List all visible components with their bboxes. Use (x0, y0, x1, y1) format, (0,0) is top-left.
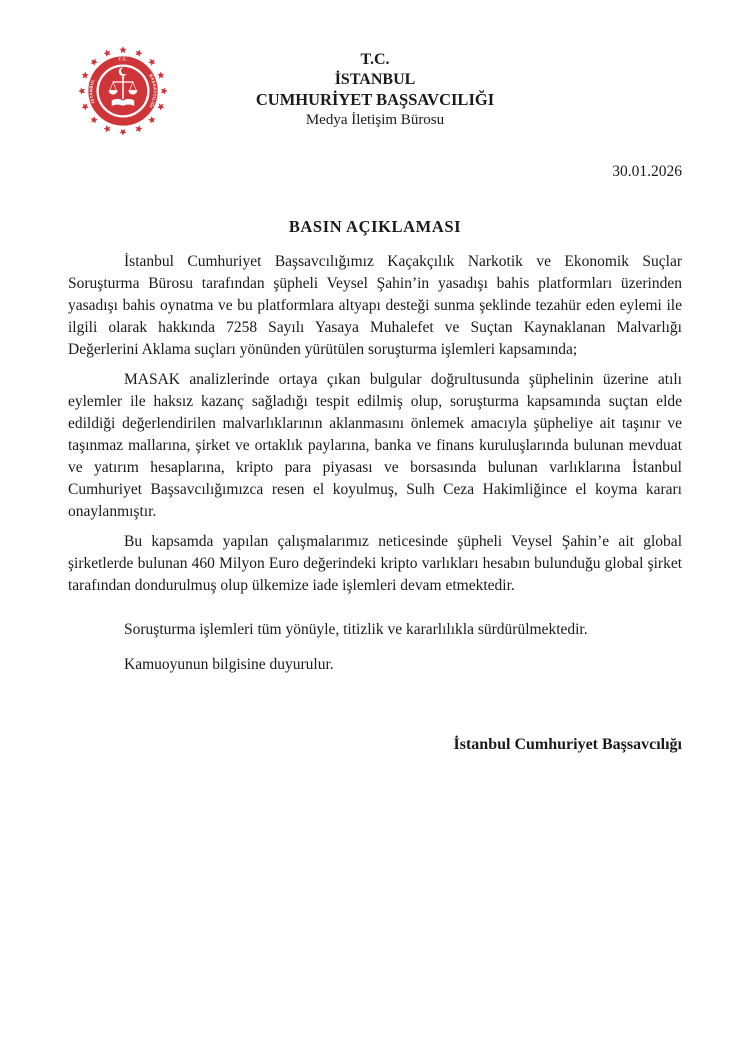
svg-text:T.C.: T.C. (118, 56, 128, 62)
letterhead-city: İSTANBUL (334, 71, 416, 88)
document-date: 30.01.2026 (612, 163, 682, 180)
document-signature: İstanbul Cumhuriyet Başsavcılığı (453, 736, 682, 753)
letterhead-state: T.C. (360, 51, 390, 68)
paragraph-crypto-freeze: Bu kapsamda yapılan çalışmalarımız neticesinde şüpheli Veysel Şahin’e ait global şirketlerde bulunan 460 Milyon Euro değerindeki kripto varlıkları hesabın bulunduğu global şirket tarafından dondurulmuş olup ülkemize iade işlemleri devam etmektedir. (68, 533, 682, 594)
svg-text:İSTANBUL: İSTANBUL (88, 78, 96, 104)
document-body (68, 251, 682, 676)
svg-text:BAŞSAVCILIĞI: BAŞSAVCILIĞI (148, 73, 158, 109)
document-title: BASIN AÇIKLAMASI (288, 217, 462, 236)
paragraph-investigation-continues: Soruşturma işlemleri tüm yönüyle, titizlik ve kararlılıkla sürdürülmektedir. (124, 621, 588, 638)
paragraph-masak-seizure: MASAK analizlerinde ortaya çıkan bulgular doğrultusunda şüphelinin üzerine atılı eylemler ile haksız kazanç sağladığı tespit edilmiş olup, soruşturma kapsamında suçtan elde edildiği değerlendirilen malvarlıklarının aklanmasını önlemek amacıyla şüpheliye ait taşınır ve taşınmaz mallarına, şirket ve ortaklık paylarına, banka ve finans kuruluşlarında bulunan mevduat ve yatırım hesaplarına, kripto para piyasası ve borsasında bulunan varlıklarına İstanbul Cumhuriyet Başsavcılığımızca resen el koyulmuş, Sulh Ceza Hakimliğince el koyma kararı onaylanmıştır. (68, 371, 682, 520)
paragraph-investigation-scope: İstanbul Cumhuriyet Başsavcılığımız Kaçakçılık Narkotik ve Ekonomik Suçlar Soruşturma Bürosu tarafından şüpheli Veysel Şahin’in yasadışı bahis platformları üzerinden yasadışı bahis oynatma ve bu platformlara altyapı desteği sunma şeklinde tezahür eden eylemi ile ilgili olarak hakkında 7258 Sayılı Yasaya Muhalefet ve Suçtan Kaynaklanan Malvarlığı Değerlerini Aklama suçları yönünden yürütülen soruşturma işlemleri kapsamında; (68, 253, 682, 358)
prosecutor-office-emblem-icon (78, 46, 168, 136)
letterhead-bureau: Medya İletişim Bürosu (305, 112, 445, 128)
letterhead (68, 46, 682, 140)
paragraph-public-notice: Kamuoyunun bilgisine duyurulur. (124, 656, 334, 673)
letterhead-office: CUMHURİYET BAŞSAVCILIĞI (255, 90, 495, 109)
